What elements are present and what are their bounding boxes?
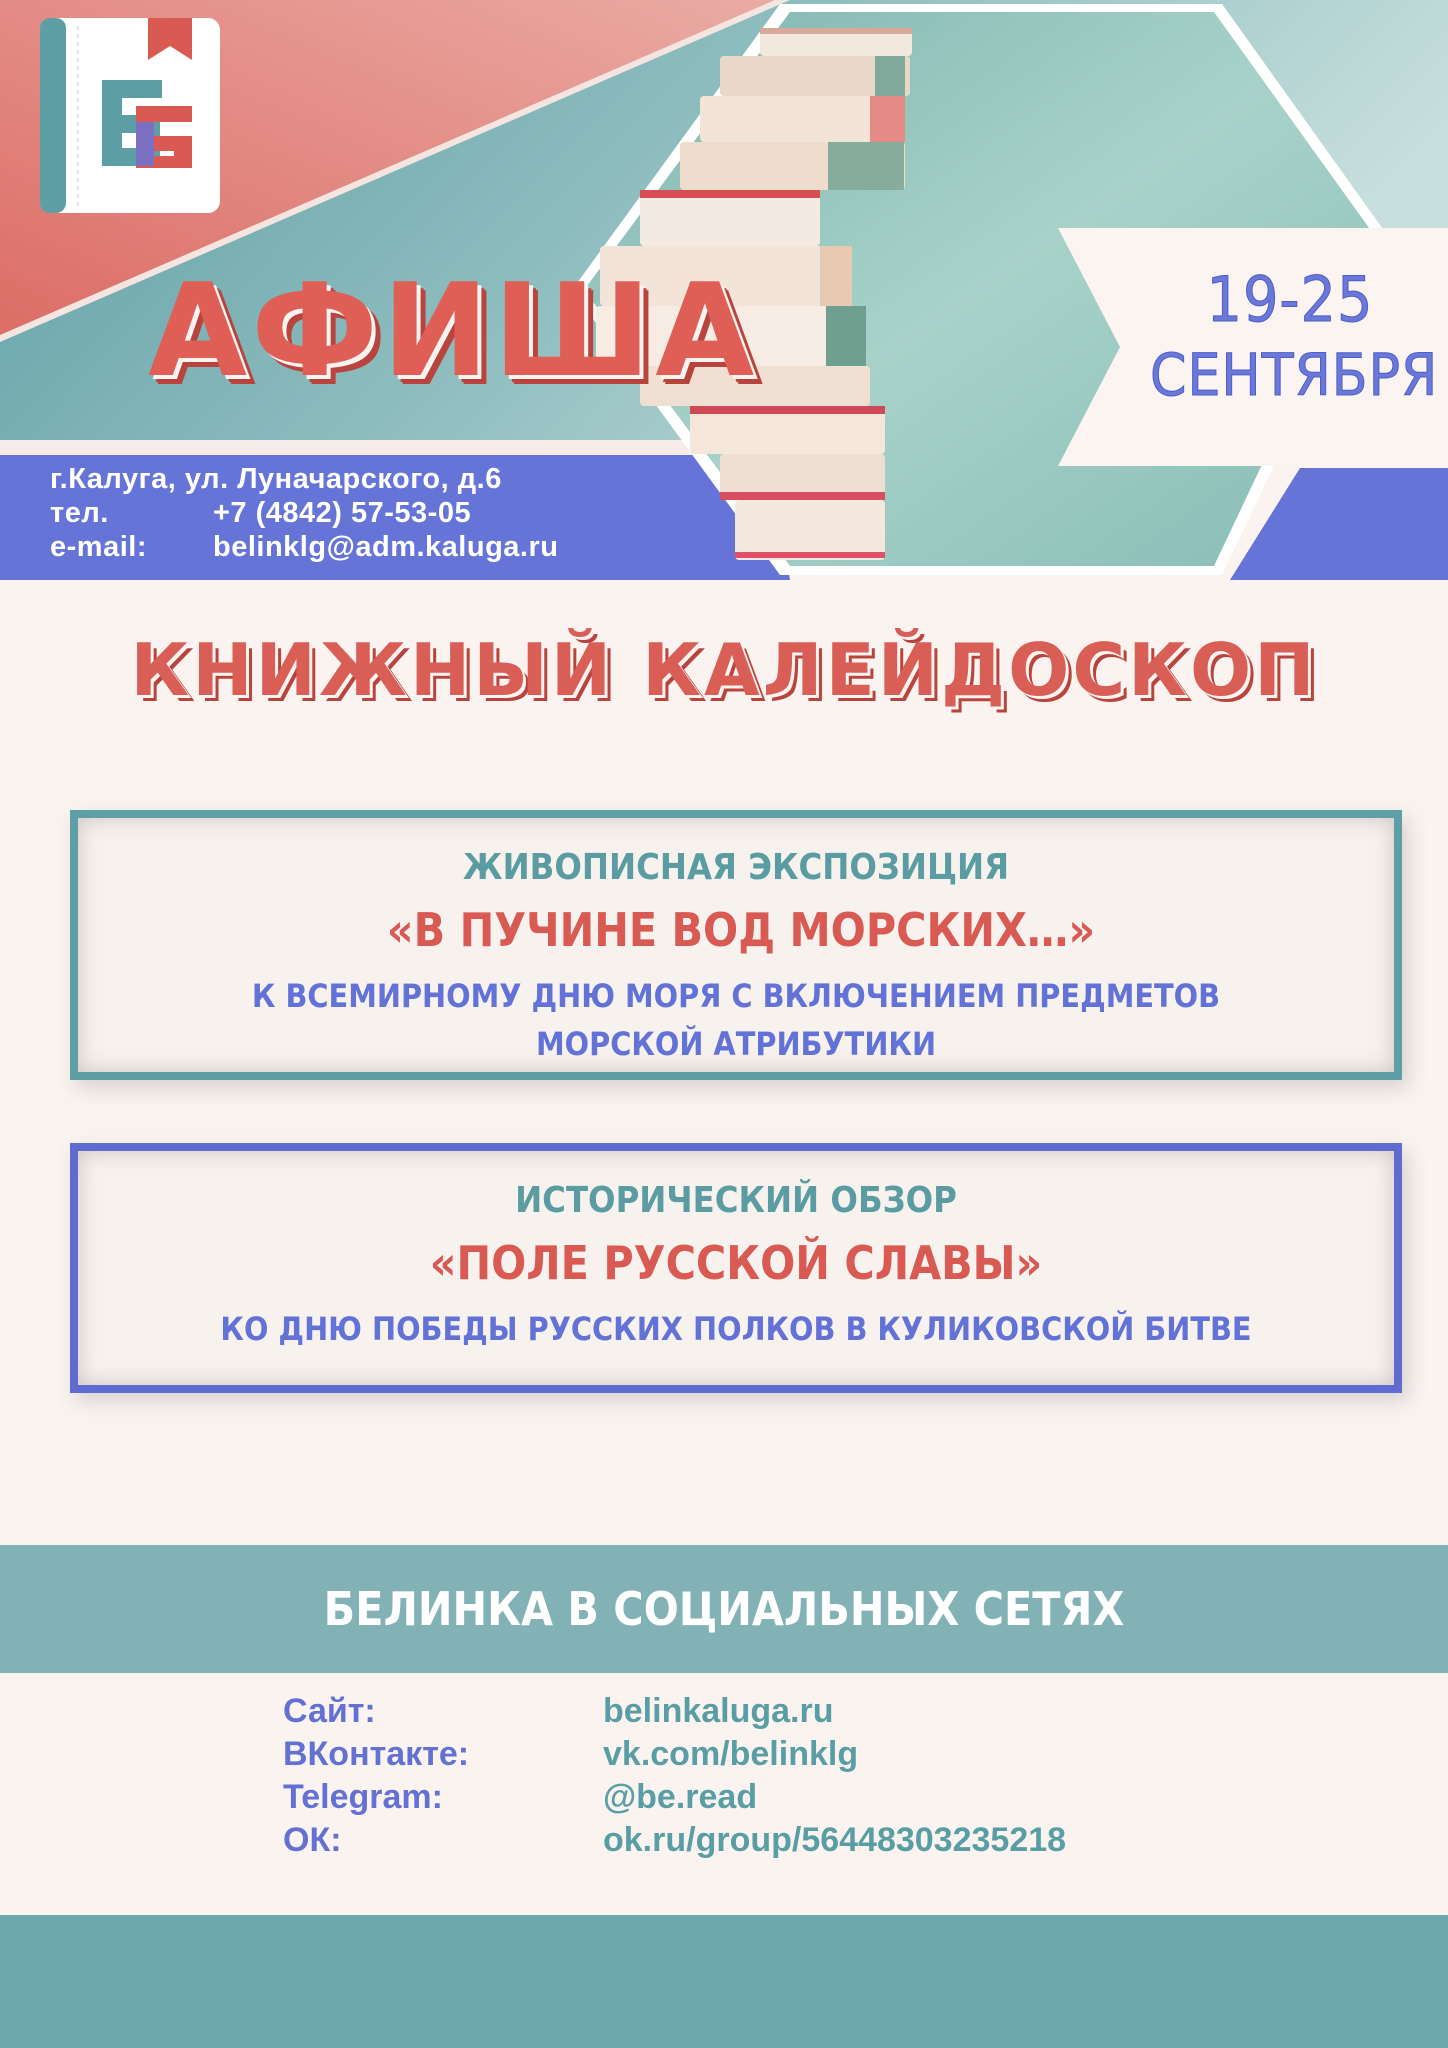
email-address[interactable]: belinklg@adm.kaluga.ru bbox=[213, 531, 559, 563]
social-row-vk bbox=[283, 1733, 1066, 1776]
contacts-block bbox=[50, 462, 558, 564]
event-description-line-1: К ВСЕМИРНОМУ ДНЮ МОРЯ С ВКЛЮЧЕНИЕМ ПРЕДМЕТОВ bbox=[251, 977, 1221, 1015]
email-row bbox=[50, 530, 558, 564]
social-link-telegram[interactable]: @be.read bbox=[603, 1778, 758, 1816]
event-name: «В ПУЧИНЕ ВОД МОРСКИХ…» bbox=[386, 903, 1096, 957]
email-label: e-mail: bbox=[50, 531, 147, 563]
date-range bbox=[1150, 262, 1439, 412]
event-kind: ИСТОРИЧЕСКИЙ ОБЗОР bbox=[515, 1180, 957, 1221]
social-heading: БЕЛИНКА В СОЦИАЛЬНЫХ СЕТЯХ bbox=[0, 1545, 1448, 1673]
event-card-sea bbox=[70, 810, 1402, 1080]
phone-number[interactable]: +7 (4842) 57-53-05 bbox=[213, 497, 472, 529]
social-label: Telegram: bbox=[283, 1778, 443, 1816]
social-row-ok bbox=[283, 1819, 1066, 1862]
social-label: ОК: bbox=[283, 1821, 342, 1859]
header bbox=[0, 0, 1448, 580]
event-kind: ЖИВОПИСНАЯ ЭКСПОЗИЦИЯ bbox=[462, 847, 1010, 888]
event-name: «ПОЛЕ РУССКОЙ СЛАВЫ» bbox=[429, 1236, 1043, 1290]
social-label: ВКонтакте: bbox=[283, 1735, 470, 1773]
social-label: Сайт: bbox=[283, 1692, 376, 1730]
event-card-kulikovo bbox=[70, 1143, 1402, 1393]
social-list bbox=[283, 1690, 1066, 1862]
social-link-site[interactable]: belinkaluga.ru bbox=[603, 1692, 834, 1730]
event-title: КНИЖНЫЙ КАЛЕЙДОСКОП bbox=[130, 628, 1318, 712]
library-logo-icon bbox=[40, 18, 220, 213]
footer-band bbox=[0, 1915, 1448, 2048]
date-month: СЕНТЯБРЯ bbox=[1150, 341, 1439, 409]
date-days: 19-25 bbox=[1206, 263, 1374, 336]
phone-row bbox=[50, 496, 558, 530]
afisha-title: АФИША bbox=[148, 257, 759, 406]
address: г.Калуга, ул. Луначарского, д.6 bbox=[50, 463, 502, 495]
social-row-site bbox=[283, 1690, 1066, 1733]
event-description bbox=[78, 972, 1394, 1068]
address-row bbox=[50, 462, 558, 496]
event-description: КО ДНЮ ПОБЕДЫ РУССКИХ ПОЛКОВ В КУЛИКОВСКОЙ БИТВЕ bbox=[220, 1310, 1252, 1348]
social-link-ok[interactable]: ok.ru/group/56448303235218 bbox=[603, 1821, 1067, 1859]
social-link-vk[interactable]: vk.com/belinklg bbox=[603, 1735, 859, 1773]
phone-label: тел. bbox=[50, 497, 109, 529]
event-description-line-2: МОРСКОЙ АТРИБУТИКИ bbox=[535, 1025, 937, 1063]
social-row-telegram bbox=[283, 1776, 1066, 1819]
